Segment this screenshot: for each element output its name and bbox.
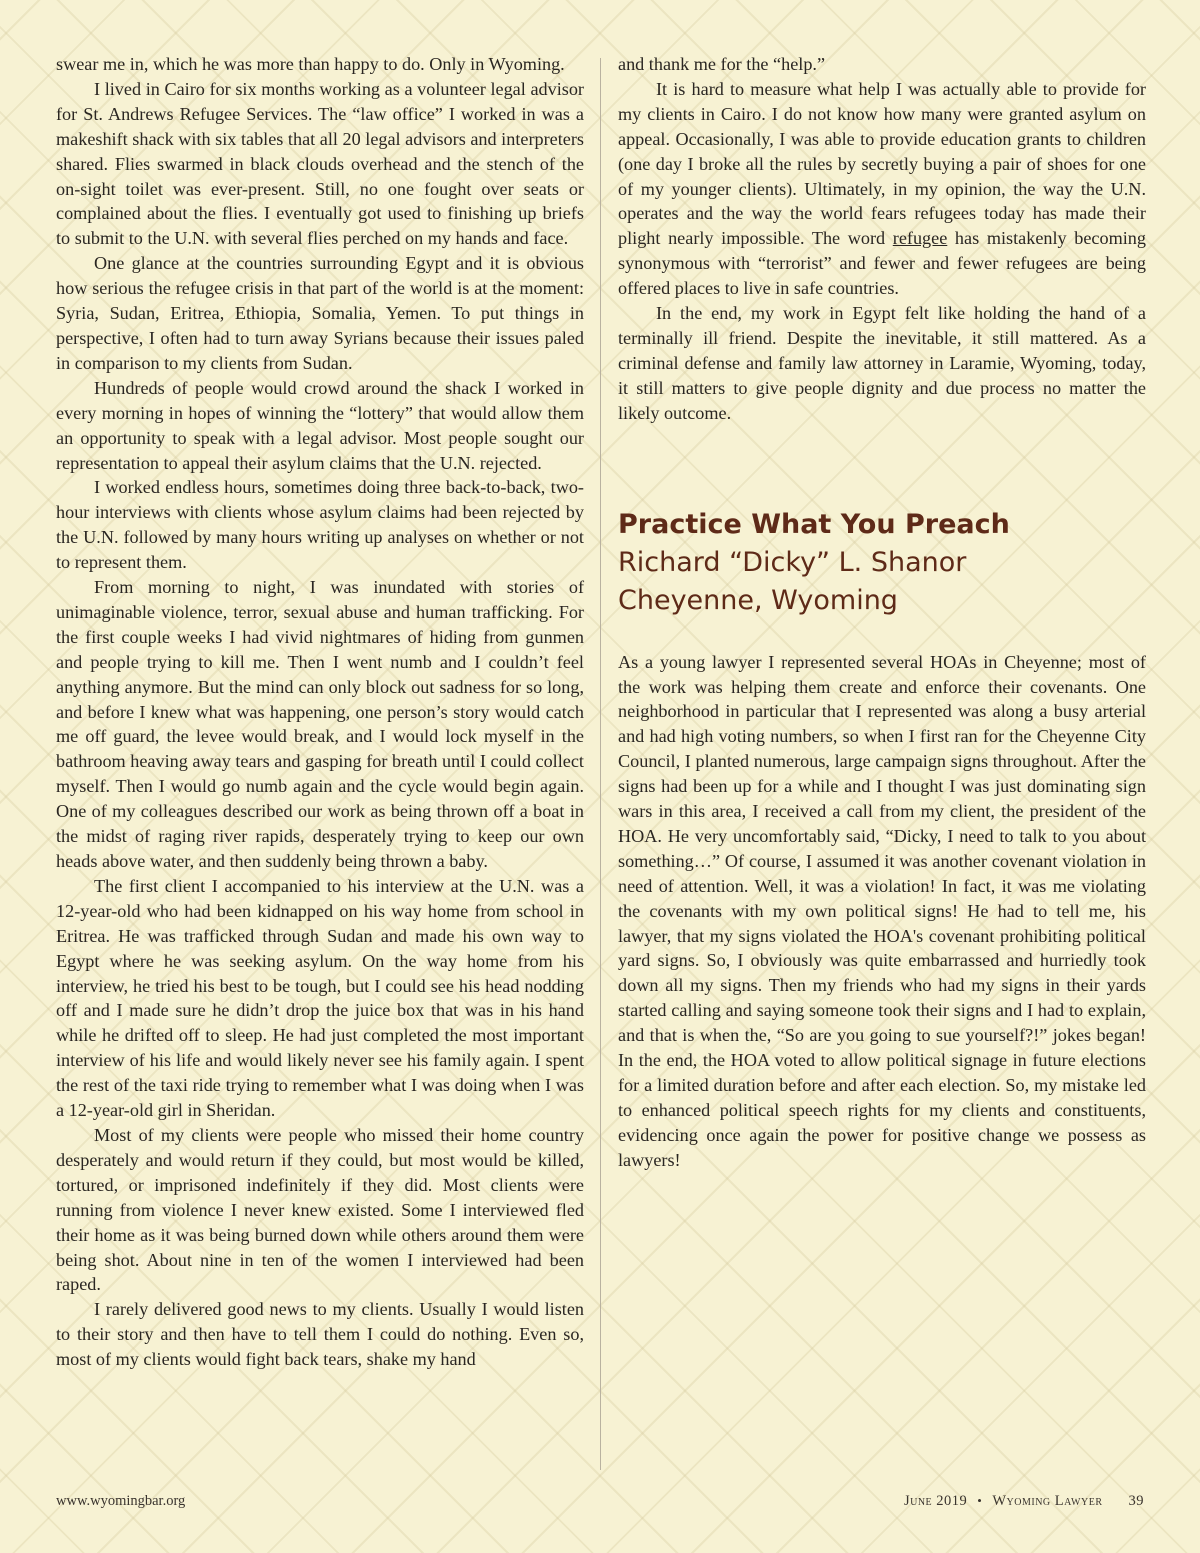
footer-publication: Wyoming Lawyer	[992, 1493, 1103, 1509]
column-divider	[600, 58, 601, 1470]
paragraph-text: It is hard to measure what help I was actually able to provide for my clients in Cairo. I do not know how many were granted asylum on appeal. Occasionally, I was able to provide education grants to children (one day I broke all the rules by secretly buying a pair of shoes for one of my younger clients). Ultimately, in my opinion, the way the U.N. operates and the way the world fears refugees today has made their plight nearly impossible. The word	[618, 78, 1146, 249]
paragraph: I rarely delivered good news to my clients. Usually I would listen to their story and then have to tell them I could do nothing. Even so, most of my clients would fight back tears, shake my hand	[56, 1299, 584, 1370]
paragraph: Most of my clients were people who missed their home country desperately and would return if they could, but most would be killed, tortured, or imprisoned indefinitely if they did. Most clients were running from violence I never knew existed. Some I interviewed fled their home as it was being burned down while others around them were being shot. About nine in ten of the women I interviewed had been raped.	[56, 1124, 584, 1295]
paragraph: I lived in Cairo for six months working as a volunteer legal advisor for St. Andrews Refugee Services. The “law office” I worked in was a makeshift shack with six tables that all 20 legal advisors and interpreters shared. Flies swarmed in black clouds overhead and the stench of the on-sight toilet was ever-present. Still, no one fought over seats or complained about the flies. I eventually got used to finishing up briefs to submit to the U.N. with several flies perched on my hands and face.	[56, 78, 584, 249]
author-location: Cheyenne, Wyoming	[618, 584, 898, 616]
left-column	[56, 52, 584, 1372]
underlined-word: refugee	[892, 228, 948, 249]
section-body: As a young lawyer I represented several HOAs in Cheyenne; most of the work was helping them create and enforce their covenants. One neighborhood in particular that I represented was along a busy arterial and had high voting numbers, so when I first ran for the Cheyenne City Council, I planted numerous, large campaign signs throughout. After the signs had been up for a while and I thought I was just dominating sign wars in this area, I received a call from my client, the president of the HOA. He very uncomfortably said, “Dicky, I need to talk to you about something…” Of course, I assumed it was another covenant violation in need of attention. Well, it was a violation! In fact, it was me violating the covenants with my own political signs! He had to tell me, his lawyer, that my signs violated the HOA's covenant prohibiting political yard signs. So, I obviously was quite embarrassed and hurriedly took down all my signs. Then my friends who had my signs in their yards started calling and saying someone took their signs and I had to explain, and that is when the, “So are you going to sue yourself?!” jokes began! In the end, the HOA voted to allow political signage in future elections for a limited duration before and after each election. So, my mistake led to enhanced political speech rights for my clients and constituents, evidencing once again the power for positive change we possess as lawyers!	[618, 651, 1146, 1170]
paragraph: Hundreds of people would crowd around the shack I worked in every morning in hopes of winning the “lottery” that would allow them an opportunity to speak with a legal advisor. Most people sought our representation to appeal their asylum claims that the U.N. rejected.	[56, 377, 584, 473]
right-column	[618, 52, 1146, 1173]
bullet-separator: •	[977, 1493, 983, 1508]
paragraph: The first client I accompanied to his interview at the U.N. was a 12-year-old who had been kidnapped on his way home from school in Eritrea. He was trafficked through Sudan and made his own way to Egypt where he was seeking asylum. On the way home from his interview, he tried his best to be tough, but I could see his head nodding off and I made sure he didn’t drop the juice box that was in his hand while he drifted off to sleep. He had just completed the most important interview of his life and would likely never see his family again. I spent the rest of the taxi ride trying to remember what I was doing when I was a 12-year-old girl in Sheridan.	[56, 875, 584, 1121]
footer-issue: June 2019	[903, 1493, 968, 1509]
paragraph: One glance at the countries surrounding Egypt and it is obvious how serious the refugee crisis in that part of the world is at the moment: Syria, Sudan, Eritrea, Ethiopia, Somalia, Yemen. To put things in perspective, I often had to turn away Syrians because their issues paled in comparison to my clients from Sudan.	[56, 253, 584, 373]
page-number: 39	[1128, 1493, 1144, 1509]
paragraph: In the end, my work in Egypt felt like holding the hand of a terminally ill friend. Despite the inevitable, it still mattered. As a criminal defense and family law attorney in Laramie, Wyoming, today, it still matters to give people dignity and due process no matter the likely outcome.	[618, 303, 1146, 423]
paragraph: swear me in, which he was more than happy to do. Only in Wyoming.	[56, 54, 565, 74]
paragraph	[618, 77, 1146, 301]
author-name: Richard “Dicky” L. Shanor	[618, 546, 967, 578]
paragraph: and thank me for the “help.”	[618, 54, 826, 74]
section-title: Practice What You Preach	[618, 508, 1010, 540]
paragraph-text: has mistakenly becoming synonymous with “terrorist” and fewer and fewer refugees are being offered places to live in safe countries.	[618, 228, 1146, 299]
paragraph: I worked endless hours, sometimes doing three back-to-back, two-hour interviews with clients whose asylum claims had been rejected by the U.N. followed by many hours writing up analyses on whether or not to represent them.	[56, 477, 584, 573]
footer-url: www.wyomingbar.org	[56, 1493, 186, 1509]
paragraph: From morning to night, I was inundated with stories of unimaginable violence, terror, sexual abuse and human trafficking. For the first couple weeks I had vivid nightmares of hiding from gunmen and people trying to kill me. Then I went numb and I couldn’t feel anything anymore. But the mind can only block out sadness for so long, and before I knew what was happening, one person’s story would catch me off guard, the levee would break, and I would lock myself in the bathroom heaving away tears and gasping for breath until I could collect myself. Then I would go numb again and the cycle would begin again. One of my colleagues described our work as being thrown off a boat in the midst of raging river rapids, desperately trying to keep our own heads above water, and then suddenly being thrown a baby.	[56, 577, 584, 871]
footer-issue-info	[904, 1493, 1144, 1510]
